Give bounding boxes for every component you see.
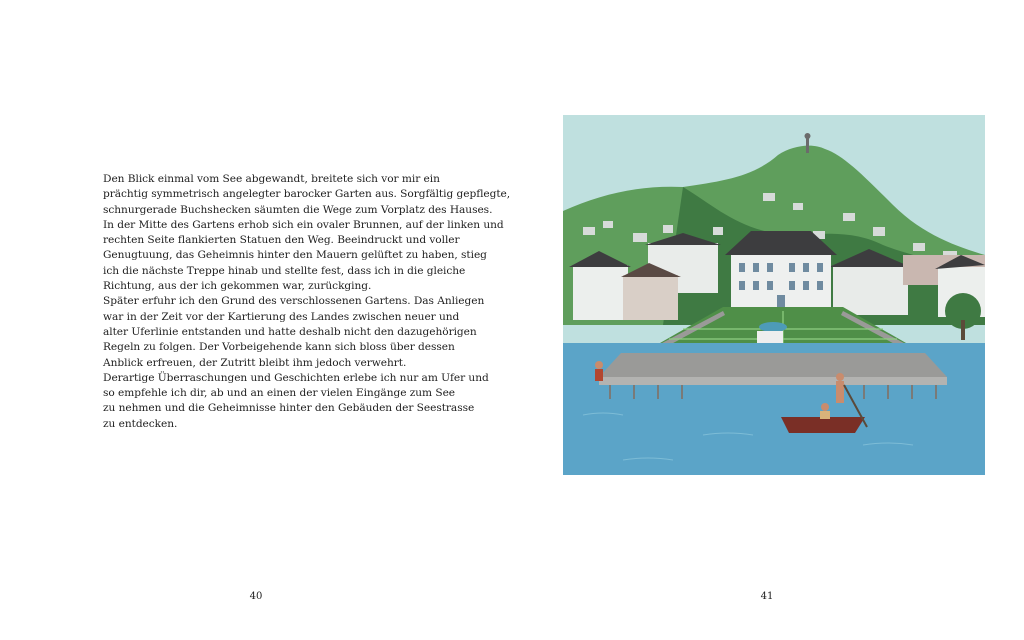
rower-head <box>836 373 844 381</box>
text-line: prächtig symmetrisch angelegter barocker Garten aus. Sorgfältig gepflegte, <box>103 188 511 201</box>
text-line: schnurgerade Buchshecken säumten die Wege zum Vorplatz des Hauses. <box>103 203 493 216</box>
left-annex <box>623 275 678 320</box>
tree-trunk <box>961 320 965 340</box>
garden-pavilion <box>757 331 783 345</box>
swimmer-body <box>595 369 603 381</box>
passenger-head <box>821 403 829 411</box>
text-line: zu entdecken. <box>103 417 178 430</box>
rowing-boat <box>781 417 865 433</box>
text-line: ich die nächste Treppe hinab und stellte fest, dass ich in die gleiche <box>103 264 466 277</box>
text-line: Genugtuung, das Geheimnis hinter den Mauern gelüftet zu haben, stieg <box>103 249 487 262</box>
text-line: so empfehle ich dir, ab und an einen der vielen Eingänge zum See <box>103 387 456 400</box>
quay-edge-front <box>599 377 947 385</box>
text-line: alter Uferlinie entstanden und hatte deshalb nicht den dazugehörigen <box>103 325 477 338</box>
right-house <box>833 265 908 315</box>
text-line: Richtung, aus der ich gekommen war, zurückging. <box>103 280 372 293</box>
text-line: zu nehmen und die Geheimnisse hinter den Gebäuden der Seestrasse <box>103 402 475 415</box>
rower-body <box>836 381 844 403</box>
page-number-right: 41 <box>760 591 774 602</box>
page-number-left: 40 <box>249 591 263 602</box>
text-line: Den Blick einmal vom See abgewandt, breitete sich vor mir ein <box>103 173 440 185</box>
tower-top <box>805 133 811 139</box>
text-line: Später erfuhr ich den Grund des verschlossenen Gartens. Das Anliegen <box>103 295 485 308</box>
text-line: Derartige Überraschungen und Geschichten erlebe ich nur am Ufer und <box>103 371 489 384</box>
lakeside-garden-illustration <box>563 115 985 475</box>
text-line: war in der Zeit vor der Kartierung des Landes zwischen neuer und <box>103 310 460 323</box>
passenger-body <box>820 411 830 419</box>
text-line: rechten Seite flankierten Statuen den Weg. Beeindruckt und voller <box>103 234 460 247</box>
text-line: Anblick erfreuen, der Zutritt bleibt ihm jedoch verwehrt. <box>103 356 407 369</box>
stone-quay-front <box>599 353 947 377</box>
text-line: Regeln zu folgen. Der Vorbeigehende kann sich bloss über dessen <box>103 341 455 354</box>
body-text <box>103 172 511 432</box>
far-left-house <box>573 265 628 320</box>
oval-fountain <box>759 322 787 332</box>
right-page <box>512 0 1024 640</box>
swimmer-head <box>595 361 603 369</box>
text-line: In der Mitte des Gartens erhob sich ein ovaler Brunnen, auf der linken und <box>103 218 504 231</box>
tower <box>806 137 809 153</box>
illustration-svg <box>563 115 985 475</box>
